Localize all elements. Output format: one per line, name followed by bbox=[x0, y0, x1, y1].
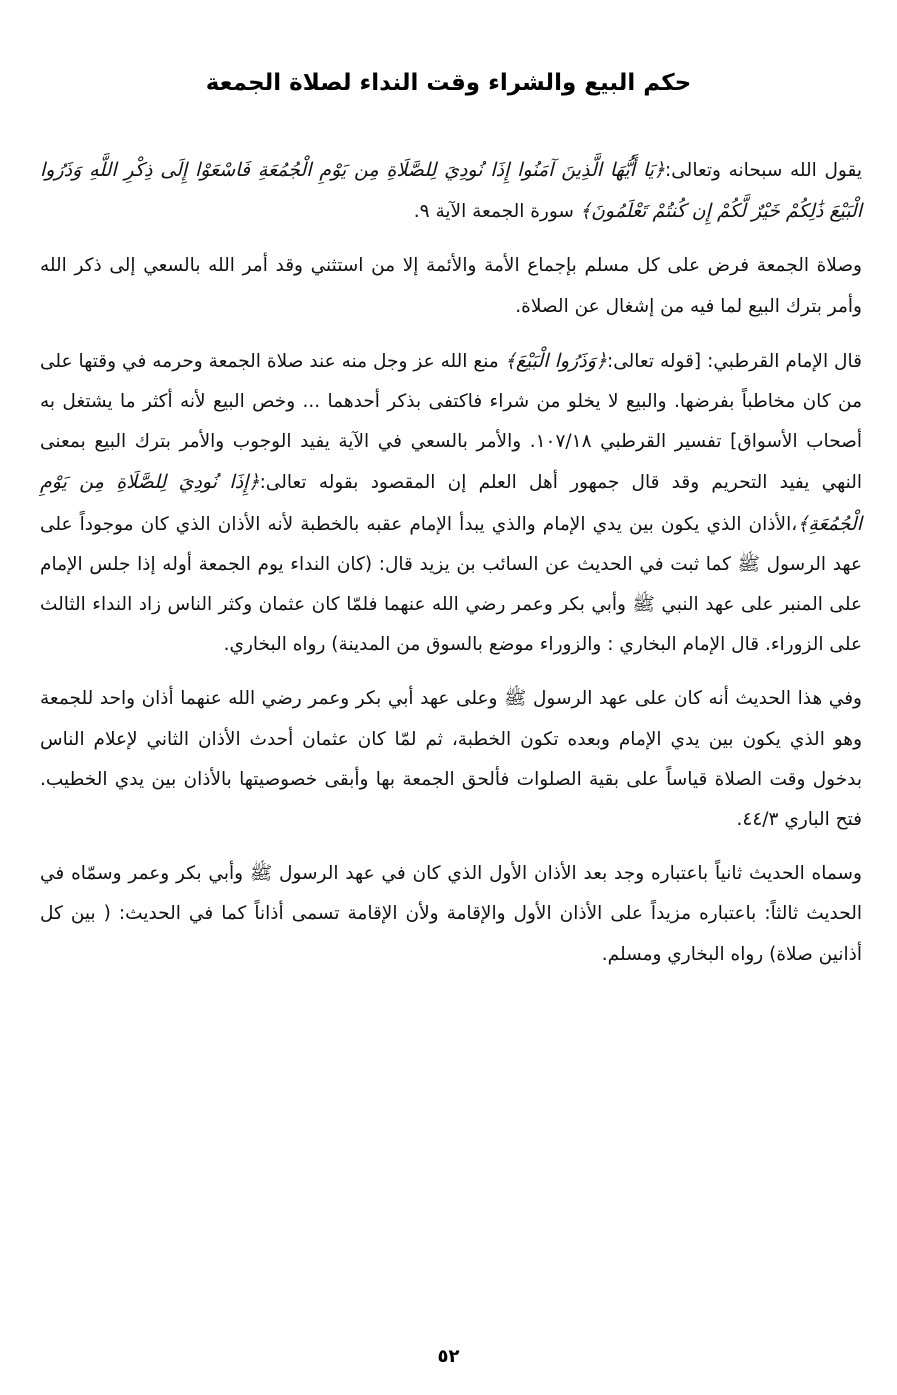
paragraph-4 bbox=[40, 679, 862, 840]
quran-verse: ﴿وَذَرُوا الْبَيْعَ﴾ bbox=[504, 349, 607, 372]
paragraph-3 bbox=[40, 341, 862, 666]
paragraph-text: قال الإمام القرطبي: [قوله تعالى: bbox=[607, 350, 862, 372]
quran-verse: ﴿إِذَا نُودِيَ لِلصَّلَاةِ مِن يَوْمِ الْجُمُعَةِ﴾ bbox=[40, 471, 862, 535]
paragraph-text: سورة الجمعة الآية ٩. bbox=[413, 201, 580, 223]
paragraph-text: وصلاة الجمعة فرض على كل مسلم بإجماع الأمة والأئمة إلا من استثني وقد أمر الله بالسعي إلى ذكر الله وأمر بترك البيع لما فيه من إشغال عن الصلاة. bbox=[40, 255, 862, 317]
quran-verse: ﴿يَا أَيُّهَا الَّذِينَ آمَنُوا إِذَا نُودِيَ لِلصَّلَاةِ مِن يَوْمِ الْجُمُعَةِ فَاسْعَوْا إِلَى ذِكْرِ اللَّهِ وَذَرُوا الْبَيْعَ ذَٰلِكُمْ خَيْرٌ لَّكُمْ إِن كُنتُمْ تَعْلَمُونَ﴾ bbox=[40, 159, 862, 223]
paragraph-text: يقول الله سبحانه وتعالى: bbox=[665, 160, 862, 181]
page-number: ٥٢ bbox=[437, 1346, 460, 1367]
paragraph-text: وسماه الحديث ثانياً باعتباره وجد بعد الأذان الأول الذي كان في عهد الرسول ﷺ وأبي بكر وعمر وسمّاه في الحديث ثالثاً: باعتباره مزيداً على الأذان الأول والإقامة ولأن الإقامة تسمى أذاناً كما في الحديث: ( بين كل أذانين صلاة) رواه البخاري ومسلم. bbox=[40, 863, 862, 965]
paragraph-text: وفي هذا الحديث أنه كان على عهد الرسول ﷺ وعلى عهد أبي بكر وعمر رضي الله عنهما أذان واحد للجمعة وهو الذي يكون بين يدي الإمام وبعده تكون الخطبة، ثم لمّا كان عثمان أحدث الأذان الثاني لإعلام الناس بدخول وقت الصلاة قياساً على بقية الصلوات فألحق الجمعة بها وأبقى خصوصيتها بالأذان بين يدي الخطيب. فتح الباري ٤٤/٣. bbox=[40, 688, 862, 831]
paragraph-text: منع الله عز وجل منه عند صلاة الجمعة وحرمه في وقتها على من كان مخاطباً بفرضها. والبيع لا يخلو من شراء فاكتفى بذكر أحدهما ... وخص البيع لأنه أكثر ما يشتغل به أصحاب الأسواق] تفسير القرطبي ١٠٧/١٨. والأمر بالسعي في الآية يفيد الوجوب والأمر بترك البيع بمعنى النهي يفيد التحريم وقد قال جمهور أهل العلم إن المقصود بقوله تعالى: bbox=[40, 350, 862, 494]
paragraph-2 bbox=[40, 246, 862, 326]
paragraph-1 bbox=[40, 150, 862, 232]
page-title: حكم البيع والشراء وقت النداء لصلاة الجمعة bbox=[205, 70, 692, 96]
paragraph-5 bbox=[40, 854, 862, 975]
body-text bbox=[40, 150, 862, 989]
paragraph-text: ،الأذان الذي يكون بين يدي الإمام والذي يبدأ الإمام عقبه بالخطبة لأنه الأذان الذي كان موجوداً على عهد الرسول ﷺ كما ثبت في الحديث عن السائب بن يزيد قال: (كان النداء يوم الجمعة أوله إذا جلس الإمام على المنبر على عهد النبي ﷺ وأبي بكر وعمر رضي الله عنهما فلمّا كان عثمان وكثر الناس زاد النداء الثالث على الزوراء. قال الإمام البخاري : والزوراء موضع بالسوق من المدينة) رواه البخاري. bbox=[40, 513, 862, 656]
